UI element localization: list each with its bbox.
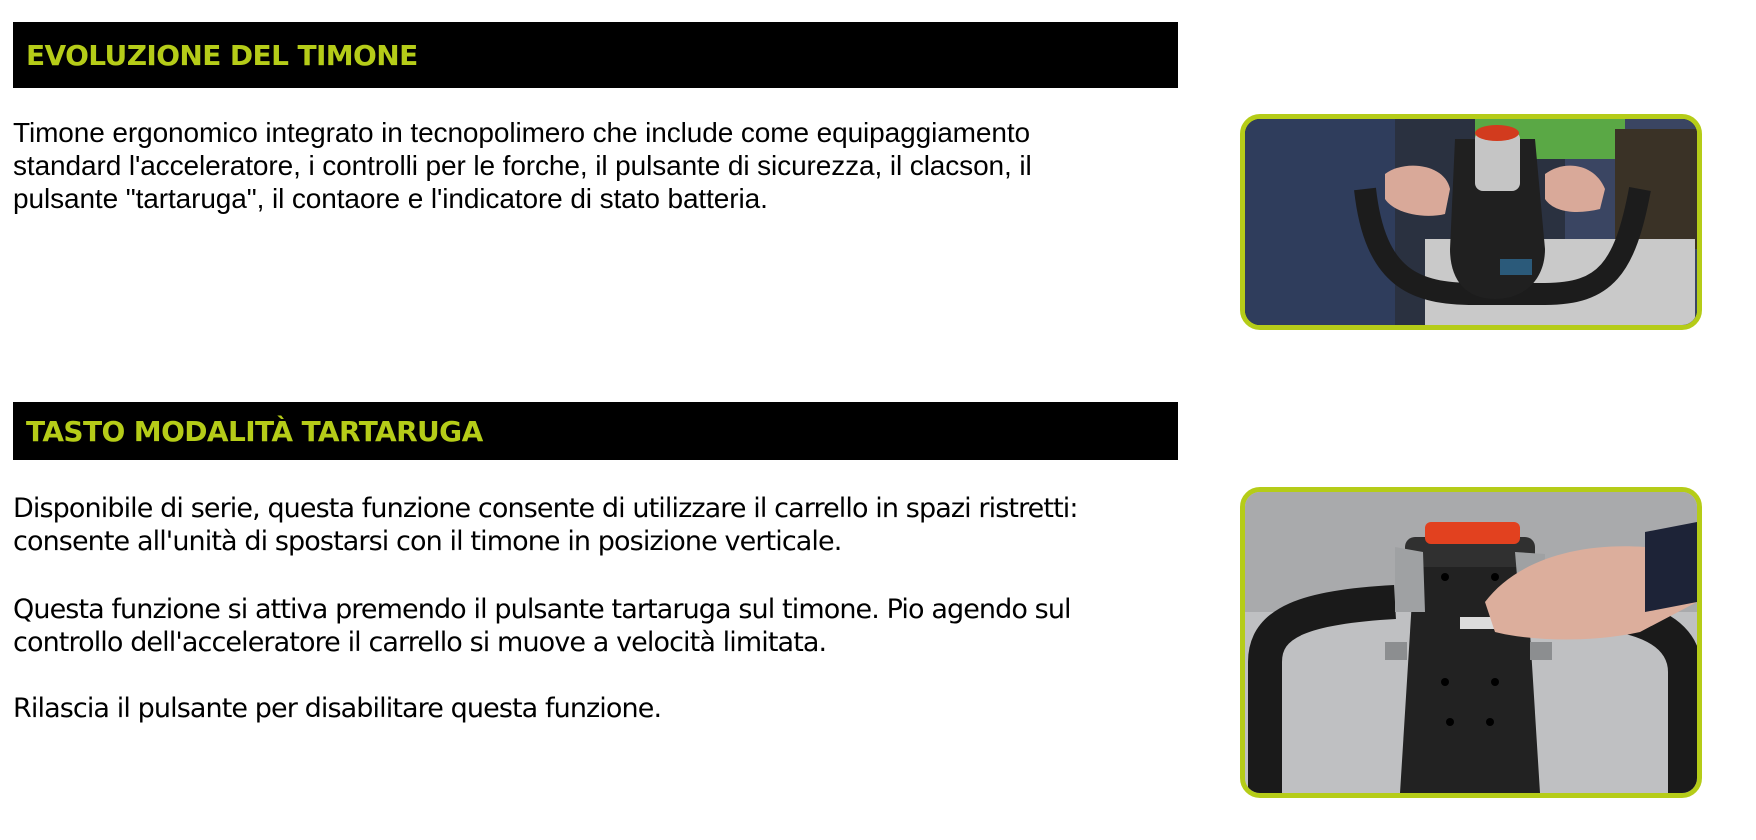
turtle-button-photo (1240, 487, 1702, 798)
section-paragraph: Timone ergonomico integrato in tecnopolimero che include come equipaggiamento standard l'acceleratore, i controlli per le forche, il pulsante di sicurezza, il clacson, il pulsante "tartaruga", il contaore e l'indicatore di stato batteria. (13, 117, 1032, 214)
section-header-evoluzione-timone (13, 22, 1178, 88)
tiller-handle-image (1245, 119, 1697, 325)
section-header-tasto-tartaruga (13, 402, 1178, 460)
section-paragraph: Questa funzione si attiva premendo il pulsante tartaruga sul timone. Pio agendo sul controllo dell'acceleratore il carrello si muove a velocità limitata. (13, 594, 1071, 658)
section-paragraph: Rilascia il pulsante per disabilitare questa funzione. (13, 693, 662, 724)
section-title: TASTO MODALITÀ TARTARUGA (26, 414, 483, 448)
turtle-button-image (1245, 492, 1697, 793)
section-paragraph: Disponibile di serie, questa funzione consente di utilizzare il carrello in spazi ristretti: consente all'unità di spostarsi con il timone in posizione verticale. (13, 493, 1078, 557)
tiller-handle-photo (1240, 114, 1702, 330)
section-title: EVOLUZIONE DEL TIMONE (26, 38, 418, 72)
